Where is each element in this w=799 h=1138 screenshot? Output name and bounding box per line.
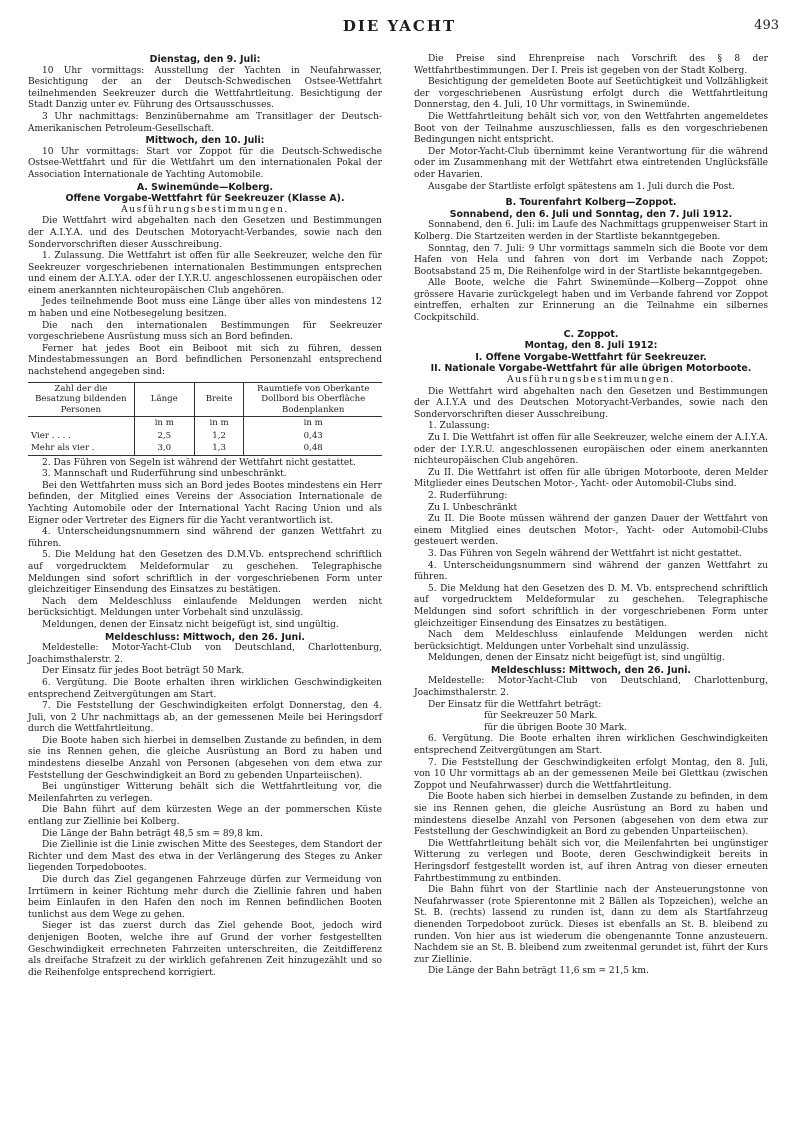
section-subheading: Sonnabend, den 6. Juli und Sonntag, den 7. Juli 1912.: [449, 208, 733, 220]
paragraph: Besichtigung der gemeldeten Boote auf Seetüchtigkeit und Vollzähligkeit der vorgeschriebenen Ausrüstung erfolgt durch die Wettfahrtleitung Donnerstag, den 4. Juli, 10 Uhr vormittags, in Swinemünde.: [414, 77, 768, 111]
paragraph: 7. Die Feststellung der Geschwindigkeiten erfolgt Montag, den 8. Juli, von 10 Uhr vormittags ab an der gemessenen Meile bei Glettkau (zwischen Zoppot und Neufahrwasser) durch die Wettfahrtleitung.: [414, 757, 768, 791]
table-cell: 0,43: [244, 430, 382, 443]
paragraph: Meldungen, denen der Einsatz nicht beigefügt ist, sind ungültig.: [42, 619, 339, 630]
left-column: [28, 54, 382, 979]
running-header-title: DIE YACHT: [342, 17, 457, 35]
table-unit-cell: in m: [134, 417, 194, 430]
paragraph: Die Wettfahrtleitung behält sich vor, die Meilenfahrten bei ungünstiger Witterung zu verlegen und Boote, deren Geschwindigkeit bereits in Heringsdorf festgestellt worden ist, auf ihren Antrag von dieser erneuten Fahrtbestimmung zu entbinden.: [414, 838, 768, 884]
paragraph: Meldungen, denen der Einsatz nicht beigefügt ist, sind ungültig.: [428, 653, 725, 664]
paragraph: Zu II. Die Boote müssen während der ganzen Dauer der Wettfahrt von einem Mitglied eines deutschen Motor-, Yacht- oder Automobil-Clubs gesteuert werden.: [414, 514, 768, 548]
paragraph: 3 Uhr nachmittags: Benzinübernahme am Transitlager der Deutsch-Amerikanischen Petroleum-Gesellschaft.: [28, 111, 382, 134]
dinghy-dimensions-table: [28, 382, 382, 456]
paragraph: Die Länge der Bahn beträgt 48,5 sm = 89,8 km.: [42, 828, 263, 839]
paragraph: Die durch das Ziel gegangenen Fahrzeuge dürfen zur Vermeidung von Irrtümern in keiner Richtung mehr durch die Ziellinie fahren und haben beim Einlaufen in den Hafen den noch im Rennen befindlichen Booten tunlichst aus dem Wege zu gehen.: [28, 875, 382, 920]
section-subheading: Ausführungsbestimmungen.: [121, 204, 289, 215]
paragraph: 5. Die Meldung hat den Gesetzen des D. M. Vb. entsprechend schriftlich auf vorgedrucktem Meldeformular zu geschehen. Telegraphische Meldungen sind sofort schriftlich in der vorgeschriebenen Form unter gleichzeitiger Einsendung des Einsatzes zu bestätigen.: [414, 583, 768, 629]
paragraph: Bei den Wettfahrten muss sich an Bord jedes Bootes mindestens ein Herr befinden, der Mitglied eines Vereins der Association Internationale de Yachting Automobile oder der International Yacht Racing Union und als Eigner oder Vertreter des Eigners für die Yacht verantwortlich ist.: [28, 480, 382, 526]
section-subheading: I. Offene Vorgabe-Wettfahrt für Seekreuzer.: [475, 351, 707, 363]
paragraph: Die Ziellinie ist die Linie zwischen Mitte des Seesteges, dem Standort der Richter und dem Mast des etwa in der Verlängerung des Steges zu Anker liegenden Torpedobootes.: [28, 840, 382, 874]
paragraph: Die Länge der Bahn beträgt 11,6 sm = 21,5 km.: [428, 966, 649, 977]
paragraph: Jedes teilnehmende Boot muss eine Länge über alles von mindestens 12 m haben und eine Notbesegelung besitzen.: [28, 297, 382, 320]
paragraph: Die Wettfahrt wird abgehalten nach den Gesetzen und Bestimmungen der A.I.Y.A und des Deutschen Motoryacht-Verbandes, sowie nach den Sondervorschriften dieser Ausschreibung.: [414, 386, 768, 420]
paragraph: Die Wettfahrt wird abgehalten nach den Gesetzen und Bestimmungen der A.I.Y.A. und des Deutschen Motoryacht-Verbandes, sowie nach den Sondervorschriften dieser Ausschreibung.: [28, 216, 382, 250]
table-header-cell: Raumtiefe von Oberkante Dollbord bis Oberfläche Bodenplanken: [244, 382, 382, 417]
entry-deadline: Meldeschluss: Mittwoch, den 26. Juni.: [491, 664, 691, 676]
table-cell: Vier . . . .: [31, 430, 71, 441]
paragraph: 4. Unterscheidungsnummern sind während der ganzen Wettfahrt zu führen.: [414, 560, 768, 583]
paragraph: Meldestelle: Motor-Yacht-Club von Deutschland, Charlottenburg, Joachimsthalerstr. 2.: [414, 676, 768, 699]
paragraph: Nach dem Meldeschluss einlaufende Meldungen werden nicht berücksichtigt. Meldungen unter Vorbehalt sind unzulässig.: [414, 630, 768, 652]
section-heading: Mittwoch, den 10. Juli:: [145, 135, 265, 147]
section-heading: C. Zoppot.: [563, 328, 619, 340]
paragraph: 3. Mannschaft und Ruderführung sind unbeschränkt.: [42, 469, 287, 480]
paragraph: 6. Vergütung. Die Boote erhalten ihren wirklichen Geschwindigkeiten entsprechend Zeitvergütungen am Start.: [414, 734, 768, 757]
table-cell: 1,3: [194, 442, 244, 455]
paragraph: 1. Zulassung:: [428, 421, 490, 432]
paragraph: Die Wettfahrtleitung behält sich vor, von den Wettfahrten angemeldetes Boot von der Teilnahme auszuschliessen, falls es den vorgeschriebenen Bedingungen nicht entspricht.: [414, 111, 768, 146]
paragraph: 4. Unterscheidungsnummern sind während der ganzen Wettfahrt zu führen.: [28, 527, 382, 549]
table-cell: 2,5: [134, 430, 194, 443]
section-heading: Dienstag, den 9. Juli:: [149, 54, 261, 65]
table-row: [28, 430, 382, 443]
paragraph: 2. Ruderführung:: [428, 490, 508, 501]
section-heading: A. Swinemünde—Kolberg.: [136, 181, 274, 193]
paragraph: 10 Uhr vormittags: Ausstellung der Yachten in Neufahrwasser, Besichtigung der an der Deutsch-Schwedischen Ostsee-Wettfahrt teilnehmenden Seekreuzer durch die Wettfahrtleitung. Besichtigung der Stadt Danzig unter ev. Führung des Ortsausschusses.: [28, 65, 382, 111]
paragraph: Die Preise sind Ehrenpreise nach Vorschrift des § 8 der Wettfahrtbestimmungen. Der I. Preis ist gegeben von der Stadt Kolberg.: [414, 54, 768, 76]
table-cell: 3,0: [134, 442, 194, 455]
table-row: [28, 442, 382, 455]
table-header-cell: Zahl der die Besatzung bildenden Personen: [28, 382, 134, 417]
table-header-cell: Breite: [194, 382, 244, 417]
paragraph: Sieger ist das zuerst durch das Ziel gehende Boot, jedoch wird denjenigen Booten, welche ihre auf Grund der vorher festgestellten Geschwindigkeit errechneten Fahrzeiten unterschreiten, die Zeitdifferenz als dreifache Strafzeit zu der wirklich gefahrenen Zeit hinzugezählt und so die Reihenfolge entsprechend korrigiert.: [28, 921, 382, 978]
paragraph: 10 Uhr vormittags: Start vor Zoppot für die Deutsch-Schwedische Ostsee-Wettfahrt und für die Wettfahrt um den internationalen Pokal der Association Internationale de Yachting Automobile.: [28, 146, 382, 180]
section-subheading: II. Nationale Vorgabe-Wettfahrt für alle übrigen Motorboote.: [430, 363, 752, 375]
section-subheading: Offene Vorgabe-Wettfahrt für Seekreuzer (Klasse A).: [65, 193, 345, 205]
table-unit-cell: [28, 417, 134, 430]
paragraph: Zu I. Die Wettfahrt ist offen für alle Seekreuzer, welche einem der A.I.Y.A. oder der I.Y.R.U. angeschlossenen europäischen oder einem anerkannten nichteuropäischen Club angehören.: [414, 433, 768, 467]
table-header-cell: Länge: [134, 382, 194, 417]
paragraph: Die Bahn führt von der Startlinie nach der Ansteuerungstonne von Neufahrwasser (rote Spierentonne mit 2 Bällen als Topzeichen), welche an St. B. (rechts) lassend zu runden ist, dann zu dem als Startfahrzeug dienenden Torpedoboot zurück. Dieses ist ebenfalls an St. B. bleibend zu runden. Von hier aus ist wiederum die obengenannte Tonne anzusteuern. Nachdem sie an St. B. bleibend zum zweitenmal gerundet ist, führt der Kurs zur Ziellinie.: [414, 885, 768, 965]
paragraph: Bei ungünstiger Witterung behält sich die Wettfahrtleitung vor, die Meilenfahrten zu verlegen.: [28, 782, 382, 804]
paragraph: Zu I. Unbeschränkt: [428, 502, 518, 513]
section-heading: B. Tourenfahrt Kolberg—Zoppot.: [505, 197, 677, 209]
table-unit-cell: in m: [194, 417, 244, 430]
paragraph: Die nach den internationalen Bestimmungen für Seekreuzer vorgeschriebene Ausrüstung muss sich an Bord befinden.: [28, 320, 382, 343]
paragraph: für Seekreuzer 50 Mark.: [484, 711, 598, 722]
paragraph: 3. Das Führen von Segeln während der Wettfahrt ist nicht gestattet.: [428, 548, 742, 559]
paragraph: Der Motor-Yacht-Club übernimmt keine Verantwortung für die während oder im Zusammenhang mit der Wettfahrt etwa eintretenden Unglücksfälle oder Havarien.: [414, 146, 768, 180]
paragraph: 5. Die Meldung hat den Gesetzen des D.M.Vb. entsprechend schriftlich auf vorgedrucktem Meldeformular zu geschehen. Telegraphische Meldungen sind sofort schriftlich in der vorgeschriebenen Form unter gleichzeitiger Einsendung des Einsatzes zu bestätigen.: [28, 550, 382, 596]
paragraph: Sonntag, den 7. Juli: 9 Uhr vormittags sammeln sich die Boote vor dem Hafen von Hela und fahren von dort im Verbande nach Zoppot; Bootsabstand 25 m, Die Reihenfolge wird in der Startliste bekanntgegeben.: [414, 243, 768, 277]
paragraph: für die übrigen Boote 30 Mark.: [484, 722, 628, 733]
paragraph: Meldestelle: Motor-Yacht-Club von Deutschland, Charlottenburg, Joachimsthalerstr. 2.: [28, 643, 382, 665]
paragraph: Der Einsatz für die Wettfahrt beträgt:: [428, 699, 602, 710]
paragraph: Die Boote haben sich hierbei in demselben Zustande zu befinden, in dem sie ins Rennen gehen, die gleiche Ausrüstung an Bord zu haben und mindestens dieselbe Anzahl von Personen (abgesehen von dem etwa zur Feststellung der Geschwindigkeit an Bord zu gebenden Unparteiischen).: [28, 735, 382, 781]
paragraph: Alle Boote, welche die Fahrt Swinemünde—Kolberg—Zoppot ohne grössere Havarie zurückgelegt haben und im Verbande fahrend vor Zoppot eintreffen, erhalten zur Erinnerung an die Teilnahme ein silbernes Cockpitschild.: [414, 278, 768, 324]
right-column: [414, 54, 768, 978]
paragraph: Sonnabend, den 6. Juli: im Laufe des Nachmittags gruppenweiser Start in Kolberg. Die Startzeiten werden in der Startliste bekanntgegeben.: [414, 220, 768, 242]
paragraph: 2. Das Führen von Segeln ist während der Wettfahrt nicht gestattet.: [42, 457, 356, 468]
paragraph: Ausgabe der Startliste erfolgt spätestens am 1. Juli durch die Post.: [428, 181, 735, 192]
table-cell: 0,48: [244, 442, 382, 455]
page-number: 493: [754, 18, 779, 33]
paragraph: 6. Vergütung. Die Boote erhalten ihren wirklichen Geschwindigkeiten entsprechend Zeitvergütungen am Start.: [28, 677, 382, 700]
paragraph: Ferner hat jedes Boot ein Beiboot mit sich zu führen, dessen Mindestabmessungen an Bord befindlichen Personenzahl entsprechend nachstehend angegeben sind:: [28, 343, 382, 378]
paragraph: Die Boote haben sich hierbei in demselben Zustande zu befinden, in dem sie ins Rennen gehen, die gleiche Ausrüstung an Bord zu haben und mindestens dieselbe Anzahl von Personen (abgesehen von dem etwa zur Feststellung der Geschwindigkeit an Bord zu gebenden Unparteiischen).: [414, 792, 768, 838]
paragraph: Zu II. Die Wettfahrt ist offen für alle übrigen Motorboote, deren Melder Mitglieder eines Deutschen Motor-, Yacht- oder Automobil-Clubs sind.: [414, 467, 768, 490]
entry-deadline: Meldeschluss: Mittwoch, den 26. Juni.: [105, 631, 305, 643]
paragraph: Nach dem Meldeschluss einlaufende Meldungen werden nicht berücksichtigt. Meldungen unter Vorbehalt sind unzulässig.: [28, 596, 382, 619]
paragraph: 7. Die Feststellung der Geschwindigkeiten erfolgt Donnerstag, den 4. Juli, von 2 Uhr nachmittags ab, an der gemessenen Meile bei Heringsdorf durch die Wettfahrtleitung.: [28, 701, 382, 735]
paragraph: Der Einsatz für jedes Boot beträgt 50 Mark.: [42, 666, 245, 677]
section-subheading: Ausführungsbestimmungen.: [507, 375, 675, 386]
table-unit-cell: in m: [244, 417, 382, 430]
section-subheading: Montag, den 8. Juli 1912:: [524, 340, 658, 352]
table-cell: Mehr als vier .: [28, 442, 134, 455]
paragraph: 1. Zulassung. Die Wettfahrt ist offen für alle Seekreuzer, welche den für Seekreuzer vorgeschriebenen internationalen Bestimmungen entsprechen und einem der A.I.Y.A. oder der I.Y.R.U. angeschlossenen europäischen oder einem anerkannten nichteuropäischen Club angehören.: [28, 251, 382, 296]
paragraph: Die Bahn führt auf dem kürzesten Wege an der pommerschen Küste entlang zur Ziellinie bei Kolberg.: [28, 805, 382, 828]
table-cell: 1,2: [194, 430, 244, 443]
